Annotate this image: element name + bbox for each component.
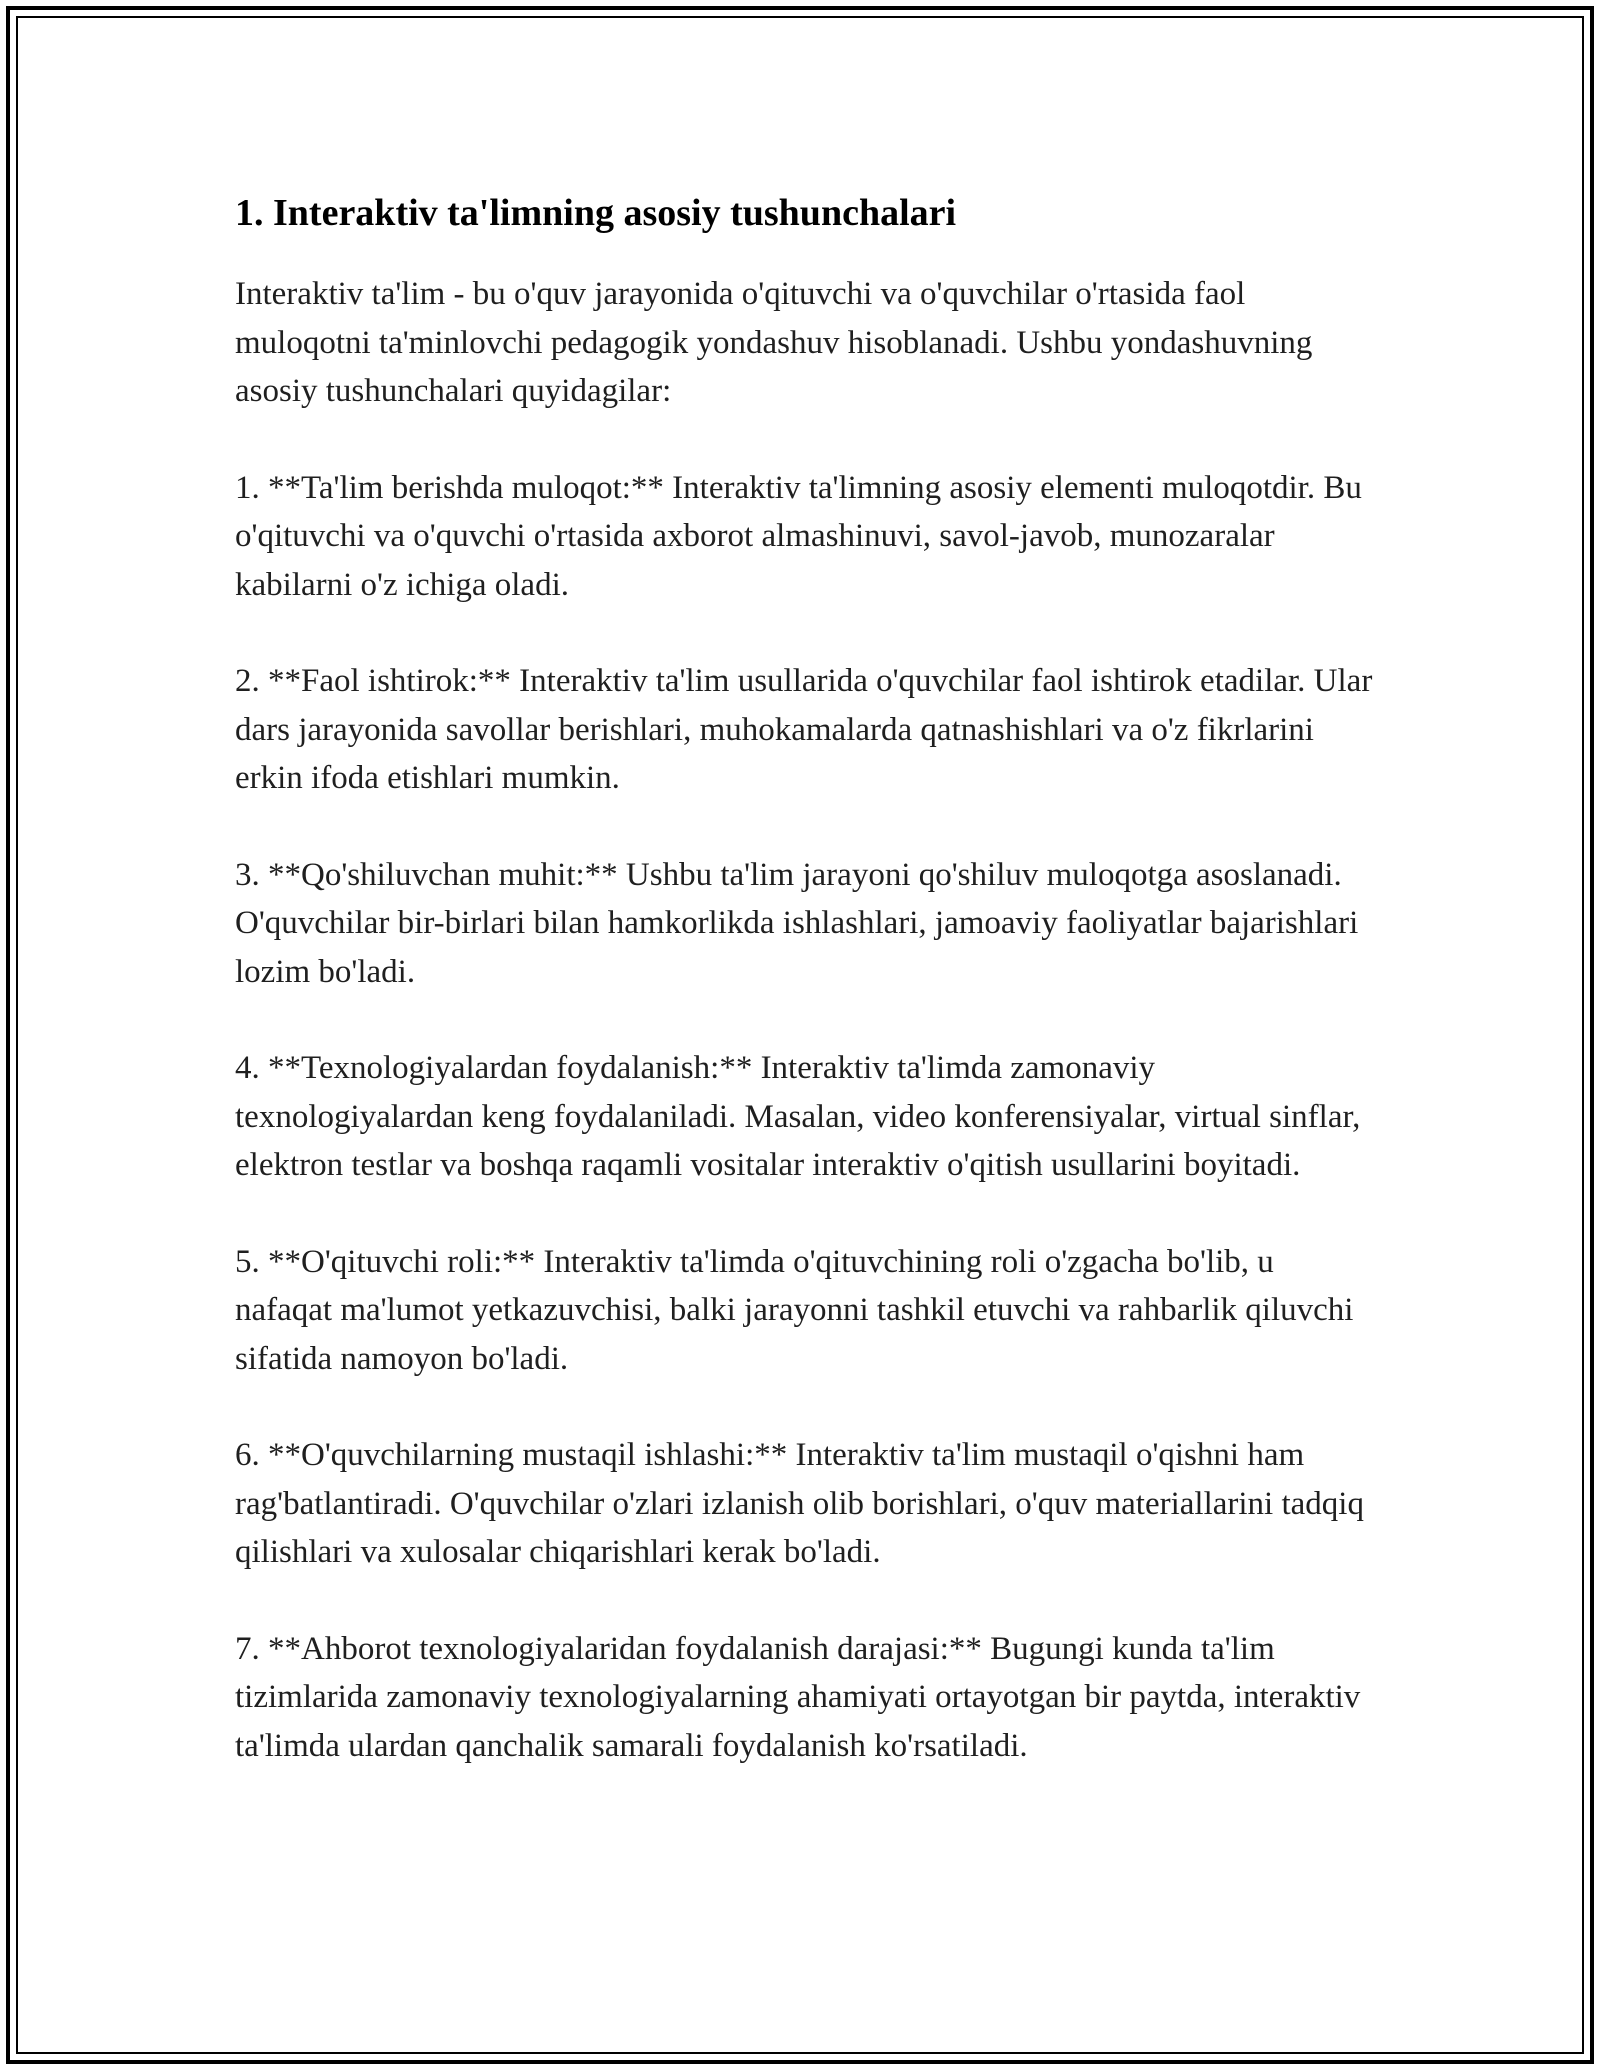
document-body: [235, 190, 1375, 1818]
list-item: 1. **Ta'lim berishda muloqot:** Interaktiv ta'limning asosiy elementi muloqotdir. Bu o'qituvchi va o'quvchi o'rtasida axborot almashinuvi, savol-javob, munozaralar kabilarni o'z ichiga oladi.: [235, 469, 1362, 603]
section-title: 1. Interaktiv ta'limning asosiy tushunchalari: [235, 192, 957, 234]
list-item: 4. **Texnologiyalardan foydalanish:** Interaktiv ta'limda zamonaviy texnologiyalardan keng foydalaniladi. Masalan, video konferensiyalar, virtual sinflar, elektron testlar va boshqa raqamli vositalar interaktiv o'qitish usullarini boyitadi.: [235, 1050, 1361, 1183]
intro-paragraph: Interaktiv ta'lim - bu o'quv jarayonida o'qituvchi va o'quvchilar o'rtasida faol muloqotni ta'minlovchi pedagogik yondashuv hisoblanadi. Ushbu yondashuvning asosiy tushunchalari quyidagilar:: [235, 276, 1313, 409]
list-item: 5. **O'qituvchi roli:** Interaktiv ta'limda o'qituvchining roli o'zgacha bo'lib, u nafaqat ma'lumot yetkazuvchisi, balki jarayonni tashkil etuvchi va rahbarlik qiluvchi sifatida namoyon bo'ladi.: [235, 1243, 1354, 1377]
list-item: 6. **O'quvchilarning mustaqil ishlashi:** Interaktiv ta'lim mustaqil o'qishni ham rag'batlantiradi. O'quvchilar o'zlari izlanish olib borishlari, o'quv materiallarini tadqiq qilishlari va xulosalar chiqarishlari kerak bo'ladi.: [235, 1437, 1364, 1570]
list-item: 7. **Ahborot texnologiyalaridan foydalanish darajasi:** Bugungi kunda ta'lim tizimlarida zamonaviy texnologiyalarning ahamiyati ortayotgan bir paytda, interaktiv ta'limda ulardan qanchalik samarali foydalanish ko'rsatiladi.: [235, 1630, 1361, 1764]
list-item: 3. **Qo'shiluvchan muhit:** Ushbu ta'lim jarayoni qo'shiluv muloqotga asoslanadi. O'quvchilar bir-birlari bilan hamkorlikda ishlashlari, jamoaviy faoliyatlar bajarishlari lozim bo'ladi.: [235, 856, 1359, 990]
list-item: 2. **Faol ishtirok:** Interaktiv ta'lim usullarida o'quvchilar faol ishtirok etadilar. Ular dars jarayonida savollar berishlari, muhokamalarda qatnashishlari va o'z fikrlarini erkin ifoda etishlari mumkin.: [235, 663, 1373, 796]
